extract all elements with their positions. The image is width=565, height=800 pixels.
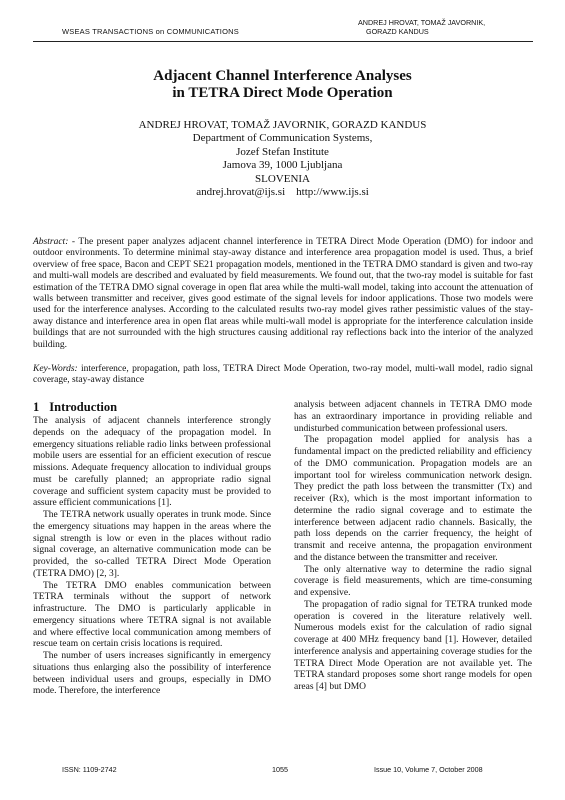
author-country: SLOVENIA: [255, 172, 310, 185]
section-title: Introduction: [49, 400, 118, 414]
author-block: [0, 119, 565, 199]
abstract: [33, 237, 533, 351]
abstract-label: Abstract: -: [33, 237, 76, 247]
left-column: [33, 400, 271, 698]
author-contact: andrej.hrovat@ijs.si http://www.ijs.si: [196, 186, 369, 199]
abstract-text: The present paper analyzes adjacent channel interference in TETRA Direct Mode Operation (DMO) for indoor and outdoor environments. To determine minimal stay-away distance and interference area propagation model is used. Thus, a brief overview of free space, Bacon and CEPT SE21 propagation models, mentioned in the TETRA DMO standard is given and two-ray and multi-wall models are described and evaluated by field measurements. We found out, that the two-ray model is suitable for fast estimation of the TETRA DMO signal coverage in open flat area while the multi-wall model, taking into account the attenuation of walls between transmitter and receiver, gives good estimate of the signal levels for indoor applications. Those two models were used for the interference analyses. According to the calculated results two-ray model gives rather pessimistic values of the stay-away distance and interference area in open flat areas while multi-wall model is appropriate for the interference calculation inside buildings that are not surrounded with the high structures causing additional ray reflections back into the interior of the analyzed building.: [33, 237, 533, 350]
running-header-authors-line1: ANDREJ HROVAT, TOMAŽ JAVORNIK,: [358, 18, 486, 27]
running-header-authors-line2: GORAZD KANDUS: [366, 27, 429, 36]
keywords: [33, 364, 533, 387]
paragraph: The number of users increases significantly in emergency situations thus enlarging also the possibility of interference between individual users and groups, especially in DMO mode. Therefore, the interference: [33, 651, 271, 697]
paragraph: The propagation of radio signal for TETRA trunked mode operation is covered in the literature relatively well. Numerous models exist for the calculation of radio signal coverage at 400 MHz frequency band [1]. However, detailed interference analysis and appertaining coverage studies for the TETRA Direct Mode Operation are not available yet. The TETRA standard proposes some short range models for open areas [4] but DMO: [294, 599, 532, 692]
paragraph: The analysis of adjacent channels interference strongly depends on the adequacy of the propagation model. In emergency situations reliable radio links between professional mobile users are essential for an efficient execution of rescue missions. Adequate frequency allocation to individual groups must be carefully planned; an appropriate radio signal coverage and sufficient system capacity must be provided to assure efficient communications [1].: [33, 416, 271, 509]
paper-title: [0, 68, 565, 102]
right-column: [294, 400, 532, 694]
footer-page-number: 1055: [272, 765, 288, 774]
keywords-label: Key-Words:: [33, 364, 78, 374]
paragraph: The propagation model applied for analysis has a fundamental impact on the predicted reliability and efficiency of the DMO communication. Propagation models are an important tool for wireless communication network design. They predict the path loss between the transmitter (Tx) and receiver (Rx), which is the most important information to determine the radio signal coverage and to estimate the interference between adjacent radio channels. Basically, the path loss depends on the carrier frequency, the height of transmit and receive antenna, the propagation environment and the distance between the transmitter and receiver.: [294, 435, 532, 563]
keywords-text: interference, propagation, path loss, TETRA Direct Mode Operation, two-ray model, multi-wall model, radio signal coverage, stay-away distance: [33, 364, 533, 386]
section-number: 1: [33, 400, 40, 414]
running-header-authors: [358, 18, 485, 36]
paper-title-line1: Adjacent Channel Interference Analyses: [153, 68, 412, 84]
author-names: ANDREJ HROVAT, TOMAŽ JAVORNIK, GORAZD KANDUS: [138, 119, 427, 131]
footer-issn: ISSN: 1109-2742: [62, 765, 117, 774]
author-institute: Jozef Stefan Institute: [236, 145, 329, 158]
section-heading: [33, 400, 271, 414]
paragraph: The TETRA network usually operates in trunk mode. Since the emergency situations may happen in the areas where the signal strength is low or even in the places without radio signal coverage, an alternative communication mode can be provided, the so-called TETRA Direct Mode Operation (TETRA DMO) [2, 3].: [33, 510, 271, 579]
paragraph: The TETRA DMO enables communication between TETRA terminals without the support of network infrastructure. The DMO is particularly applicable in emergency situations where TETRA signal is not available and where effective local communication among members of rescue team on certain crisis locations is required.: [33, 580, 271, 650]
author-address: Jamova 39, 1000 Ljubljana: [222, 159, 343, 172]
author-department: Department of Communication Systems,: [192, 132, 373, 145]
footer-issue: Issue 10, Volume 7, October 2008: [374, 765, 483, 774]
paragraph: analysis between adjacent channels in TETRA DMO mode has an extraordinary importance in providing reliable and undisturbed communication between professional users.: [294, 400, 532, 434]
header-rule: [33, 41, 533, 42]
running-header-journal: WSEAS TRANSACTIONS on COMMUNICATIONS: [62, 27, 239, 36]
paper-title-line2: in TETRA Direct Mode Operation: [172, 85, 393, 101]
paragraph: The only alternative way to determine the radio signal coverage is field measurements, which are time-consuming and expensive.: [294, 564, 532, 598]
